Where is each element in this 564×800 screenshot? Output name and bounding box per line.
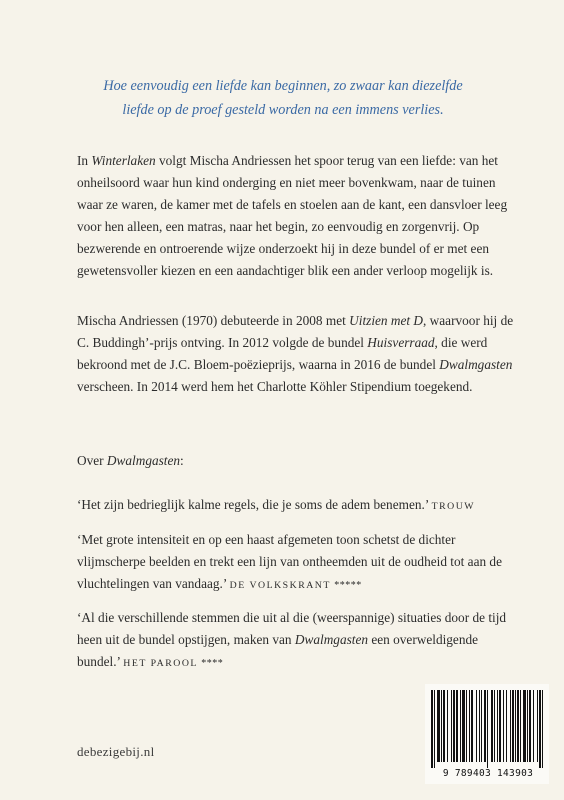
barcode-icon <box>431 690 543 768</box>
bio-part-2: , waarvoor hij de C. Buddingh’-prijs ontving. In 2012 volgde de bundel <box>77 313 514 350</box>
bio-book-3: Dwalmgasten <box>439 357 513 372</box>
bio-part-3: , die werd bekroond met de J.C. Bloem-poëzieprijs, waarna in 2016 de bundel <box>77 335 488 372</box>
review-quote-title: Dwalmgasten <box>294 632 369 647</box>
reviews-heading-title: Dwalmgasten <box>106 453 181 468</box>
review-trouw <box>77 494 517 518</box>
review-stars: **** <box>201 658 224 669</box>
reviews-heading-prefix: Over <box>77 453 107 468</box>
bio-part-1: Mischa Andriessen (1970) debuteerde in 2008 met <box>77 313 350 328</box>
isbn-barcode <box>425 684 549 784</box>
description-intro: In <box>77 153 92 168</box>
description-text: volgt Mischa Andriessen het spoor terug van een liefde: van het onheilsoord waar hun kind onderging en niet meer bovenkwam, naar de tuinen waar ze waren, de kamer met de tafels en stoelen aan de kant, een dansvloer leeg voor hen alleen, een matras, naar het begin, zo eenvoudig en zorgenvrij. Op bezwerende en ontroerende wijze onderzoekt hij in deze bundel of er met een gewetensvoller kiezen en een aandachtiger blik een ander verloop mogelijk is. <box>77 153 508 278</box>
reviews-heading <box>77 450 517 472</box>
author-bio <box>77 310 517 398</box>
bio-part-4: verscheen. In 2014 werd hem het Charlotte Köhler Stipendium toegekend. <box>77 379 473 394</box>
review-source: TROUW <box>431 501 476 512</box>
blurb-line-1: Hoe eenvoudig een liefde kan beginnen, zo zwaar kan diezelfde <box>103 78 463 94</box>
bio-book-1: Uitzien met D <box>349 313 424 328</box>
review-quote: ‘Met grote intensiteit en op een haast afgemeten toon schetst de dichter vlijmscherpe beelden en trekt een lijn van ontheemden uit de oudheid tot aan de vluchtelingen van vandaag.’ <box>77 532 502 591</box>
bio-book-2: Huisverraad <box>367 335 435 350</box>
reviews-heading-suffix: : <box>180 453 184 468</box>
review-source: DE VOLKSKRANT <box>229 580 331 591</box>
review-source: HET PAROOL <box>123 658 198 669</box>
review-quote: ‘Het zijn bedrieglijk kalme regels, die je soms de adem benemen.’ <box>77 497 429 512</box>
description-book-title: Winterlaken <box>91 153 156 168</box>
review-stars: ***** <box>334 580 362 591</box>
review-quote-part-2: een overweldigende bundel.’ <box>77 632 479 669</box>
review-quote-part-1: ‘Al die verschillende stemmen die uit al die (weerspannige) situaties door de tijd heen uit de bundel opstijgen, maken van <box>77 610 507 647</box>
book-description <box>77 150 517 282</box>
publisher-website: debezigebij.nl <box>77 744 155 759</box>
blurb-quote <box>52 74 514 122</box>
isbn-number: 9 789403 143903 <box>442 768 534 779</box>
review-parool <box>77 607 517 675</box>
blurb-line-2: liefde op de proef gesteld worden na een immens verlies. <box>122 102 444 118</box>
review-volkskrant <box>77 529 517 597</box>
